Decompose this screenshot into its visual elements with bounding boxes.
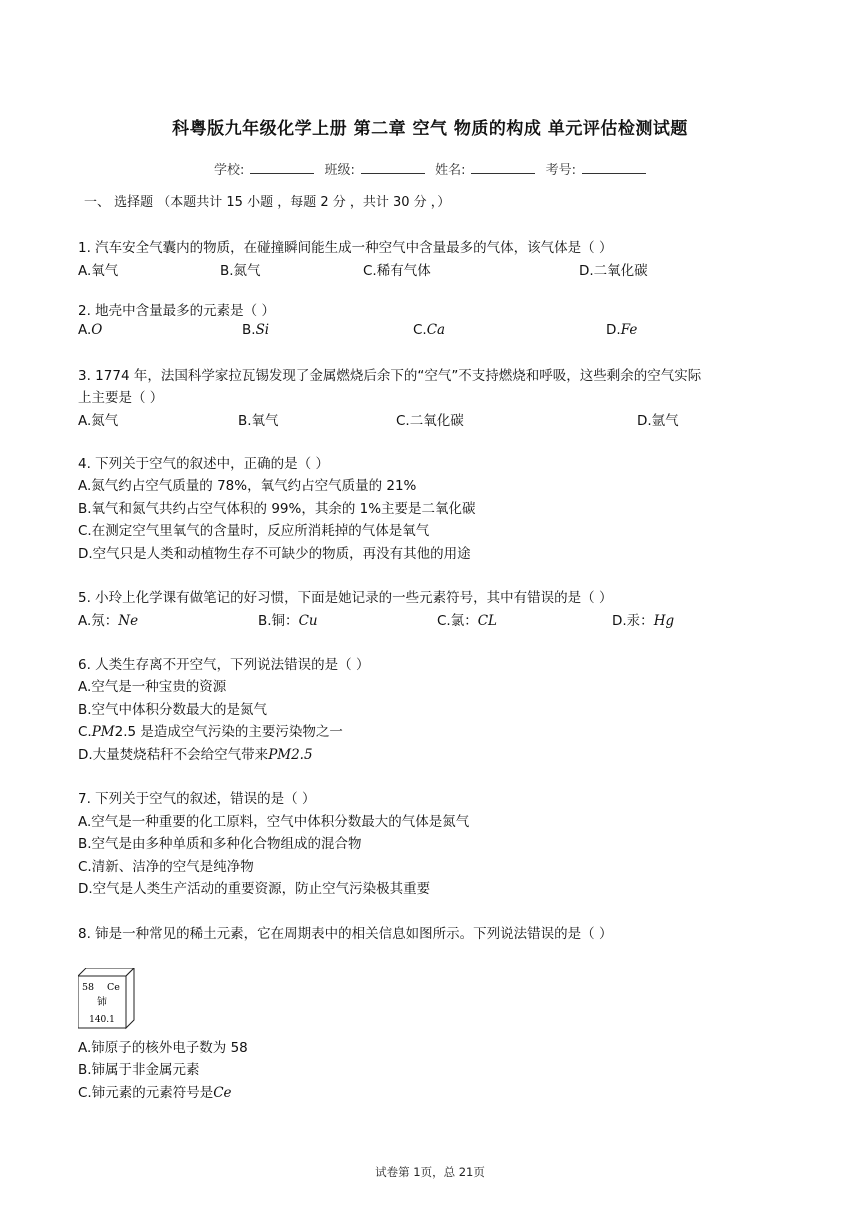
question-6-option-a: A.空气是一种宝贵的资源 <box>78 679 227 695</box>
question-4-option-d: D.空气只是人类和动植物生存不可缺少的物质，再没有其他的用途 <box>78 546 471 562</box>
question-8-option-c: C.铈元素的元素符号是Ce <box>78 1085 232 1101</box>
number-blank[interactable] <box>582 163 646 174</box>
number-label: 考号: <box>545 163 576 178</box>
question-7-stem: 7. 下列关于空气的叙述，错误的是（ ） <box>78 791 316 807</box>
question-1-option-c: C.稀有气体 <box>363 263 431 279</box>
question-5-option-b: B.铜：Cu <box>258 613 318 629</box>
question-2-stem: 2. 地壳中含量最多的元素是（ ） <box>78 303 275 319</box>
question-1-option-d: D.二氧化碳 <box>579 263 648 279</box>
question-5-option-a: A.氖：Ne <box>78 613 139 629</box>
element-name: 铈 <box>97 997 107 1008</box>
name-label: 姓名: <box>435 163 466 178</box>
question-6-option-d: D.大量焚烧秸秆不会给空气带来PM2.5 <box>78 747 313 763</box>
question-2-option-b: B.Si <box>242 322 270 338</box>
question-4-stem: 4. 下列关于空气的叙述中，正确的是（ ） <box>78 456 329 472</box>
question-7-option-c: C.清新、洁净的空气是纯净物 <box>78 859 254 875</box>
question-3-stem-line2: 上主要是（ ） <box>78 390 164 406</box>
question-8-stem: 8. 铈是一种常见的稀土元素，它在周期表中的相关信息如图所示。下列说法错误的是（ ） <box>78 926 613 942</box>
question-4-option-c: C.在测定空气里氧气的含量时，反应所消耗掉的气体是氧气 <box>78 523 430 539</box>
school-blank[interactable] <box>250 163 314 174</box>
question-6-option-c: C.PM2.5 是造成空气污染的主要污染物之一 <box>78 724 343 740</box>
question-2-option-a: A.O <box>78 322 103 338</box>
question-7-option-b: B.空气是由多种单质和多种化合物组成的混合物 <box>78 836 362 852</box>
element-symbol: Ce <box>107 982 120 993</box>
cerium-element-card <box>78 968 132 1026</box>
question-5-option-d: D.汞：Hg <box>612 613 675 629</box>
question-3-stem-line1: 3. 1774 年，法国科学家拉瓦锡发现了金属燃烧后余下的“空气”不支持燃烧和呼吸，这些剩余的空气实际 <box>78 368 702 384</box>
question-2-option-d: D.Fe <box>606 322 638 338</box>
class-blank[interactable] <box>361 163 425 174</box>
question-8-option-b: B.铈属于非金属元素 <box>78 1062 200 1078</box>
question-5-option-c: C.氯：CL <box>437 613 498 629</box>
question-7-option-d: D.空气是人类生产活动的重要资源，防止空气污染极其重要 <box>78 881 431 897</box>
question-3-option-a: A.氮气 <box>78 413 119 429</box>
page-title: 科粤版九年级化学上册 第二章 空气 物质的构成 单元评估检测试题 <box>172 119 688 139</box>
question-4-option-a: A.氮气约占空气质量的 78%，氧气约占空气质量的 21% <box>78 478 417 494</box>
question-1-option-b: B.氮气 <box>220 263 261 279</box>
element-mass: 140.1 <box>89 1015 115 1025</box>
question-6-stem: 6. 人类生存离不开空气，下列说法错误的是（ ） <box>78 657 370 673</box>
question-1-option-a: A.氧气 <box>78 263 119 279</box>
question-3-option-b: B.氧气 <box>238 413 279 429</box>
class-label: 班级: <box>324 163 355 178</box>
section-heading: 一、 选择题 （本题共计 15 小题 ，每题 2 分 ，共计 30 分 ，） <box>84 195 451 210</box>
question-8-option-a: A.铈原子的核外电子数为 58 <box>78 1040 248 1056</box>
question-2-option-c: C.Ca <box>413 322 446 338</box>
question-3-option-d: D.氩气 <box>637 413 679 429</box>
question-3-option-c: C.二氧化碳 <box>396 413 464 429</box>
question-6-option-b: B.空气中体积分数最大的是氮气 <box>78 702 268 718</box>
page-footer: 试卷第 1页，总 21页 <box>375 1165 485 1179</box>
school-label: 学校: <box>214 163 245 178</box>
question-1-stem: 1. 汽车安全气囊内的物质，在碰撞瞬间能生成一种空气中含量最多的气体，该气体是（ ） <box>78 240 613 256</box>
element-box-graphic <box>78 968 138 1030</box>
name-blank[interactable] <box>471 163 535 174</box>
element-atomic-number: 58 <box>82 982 95 993</box>
question-4-option-b: B.氧气和氮气共约占空气体积的 99%，其余的 1%主要是二氧化碳 <box>78 501 476 517</box>
question-7-option-a: A.空气是一种重要的化工原料，空气中体积分数最大的气体是氮气 <box>78 814 470 830</box>
question-5-stem: 5. 小玲上化学课有做笔记的好习惯，下面是她记录的一些元素符号，其中有错误的是（ ） <box>78 590 613 606</box>
student-info <box>0 159 860 178</box>
